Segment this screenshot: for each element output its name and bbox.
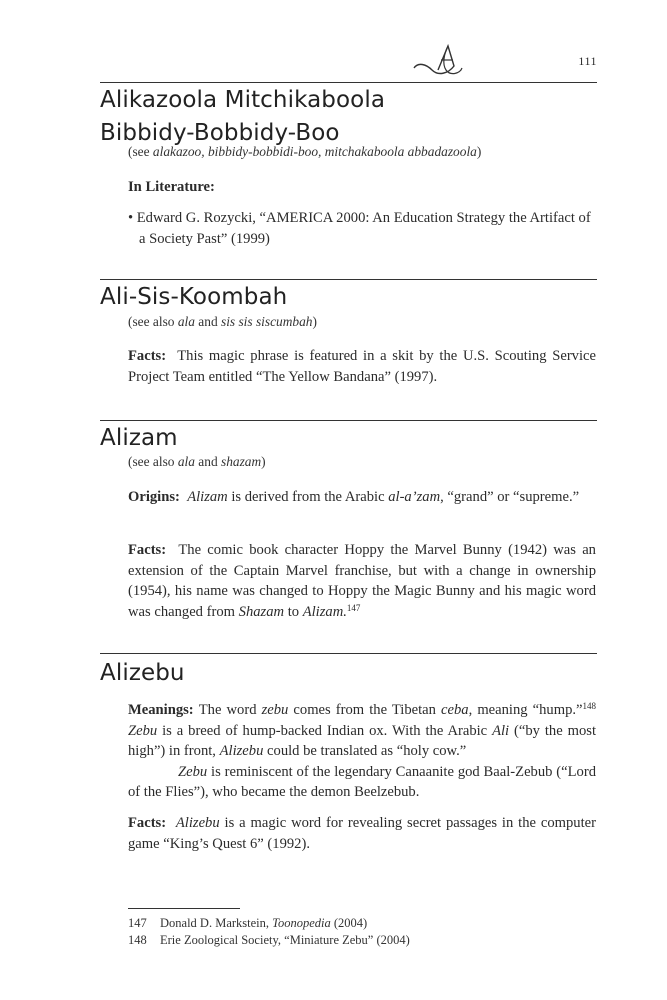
footnote-rule	[128, 908, 240, 909]
entry-rule	[100, 653, 597, 654]
origins-alizam: Origins: Alizam is derived from the Arabic al-a’zam, “grand” or “supreme.”	[128, 489, 580, 505]
page-number: 111	[578, 54, 597, 68]
see-also-alizam: (see also ala and shazam)	[128, 454, 266, 469]
entry-title-alizebu: Alizebu	[100, 660, 185, 686]
see-also-alikazoola: (see alakazoo, bibbidy-bobbidi-boo, mitchakaboola abbadazoola)	[128, 144, 482, 159]
meanings-alizebu: Meanings: The word zebu comes from the Tibetan ceba, meaning “hump.”$^{148}$ Zebu is a breed of hump-backed Indian ox. With the Arabic Ali (“by the most high”) in front, Alizebu could be translated as “holy cow.” Zebu is reminiscent of the legendary Canaanite god Baal-Zebub (“Lord of the Flies”), who became the demon Beelzebub.	[128, 700, 596, 803]
footnote-148: 148 Erie Zoological Society, “Miniature Zebu” (2004)	[128, 933, 410, 947]
header-rule	[100, 82, 597, 83]
section-label-in-literature: In Literature:	[128, 179, 215, 195]
entry-rule	[100, 420, 597, 421]
facts-ali-sis-koombah: Facts: This magic phrase is featured in a skit by the U.S. Scouting Service Project Team entitled “The Yellow Bandana” (1997).	[128, 348, 596, 385]
footnote-147: 147 Donald D. Markstein, Toonopedia (2004)	[128, 916, 368, 930]
meanings-paragraph-2: Zebu is reminiscent of the legendary Canaanite god Baal-Zebub (“Lord of the Flies”), who became the demon Beelzebub.	[128, 763, 596, 800]
entry-title-alizam: Alizam	[100, 425, 178, 451]
facts-alizam: Facts: The comic book character Hoppy the Marvel Bunny (1942) was an extension of the Captain Marvel franchise, but with a change in ownership (1954), his name was changed to Hoppy the Magic Bunny and his magic word was changed from Shazam to Alizam.$^{147}$	[128, 542, 596, 620]
letter-a-ornament-icon	[408, 40, 468, 80]
entry-rule	[100, 279, 597, 280]
facts-alizebu: Facts: Alizebu is a magic word for revealing secret passages in the computer game “King’s Quest 6” (1992).	[128, 815, 596, 852]
page-header	[100, 40, 597, 82]
literature-bullet: • Edward G. Rozycki, “AMERICA 2000: An Education Strategy the Artifact of a Society Past” (1999)	[128, 210, 591, 247]
footnote-ref-148: 148	[582, 701, 596, 711]
footnote-ref-147: 147	[346, 602, 361, 613]
entry-title-alikazoola: Alikazoola Mitchikaboola Bibbidy-Bobbidy-Boo	[100, 87, 386, 146]
see-also-ali-sis-koombah: (see also ala and sis sis siscumbah)	[128, 314, 317, 329]
entry-title-ali-sis-koombah: Ali-Sis-Koombah	[100, 284, 288, 310]
